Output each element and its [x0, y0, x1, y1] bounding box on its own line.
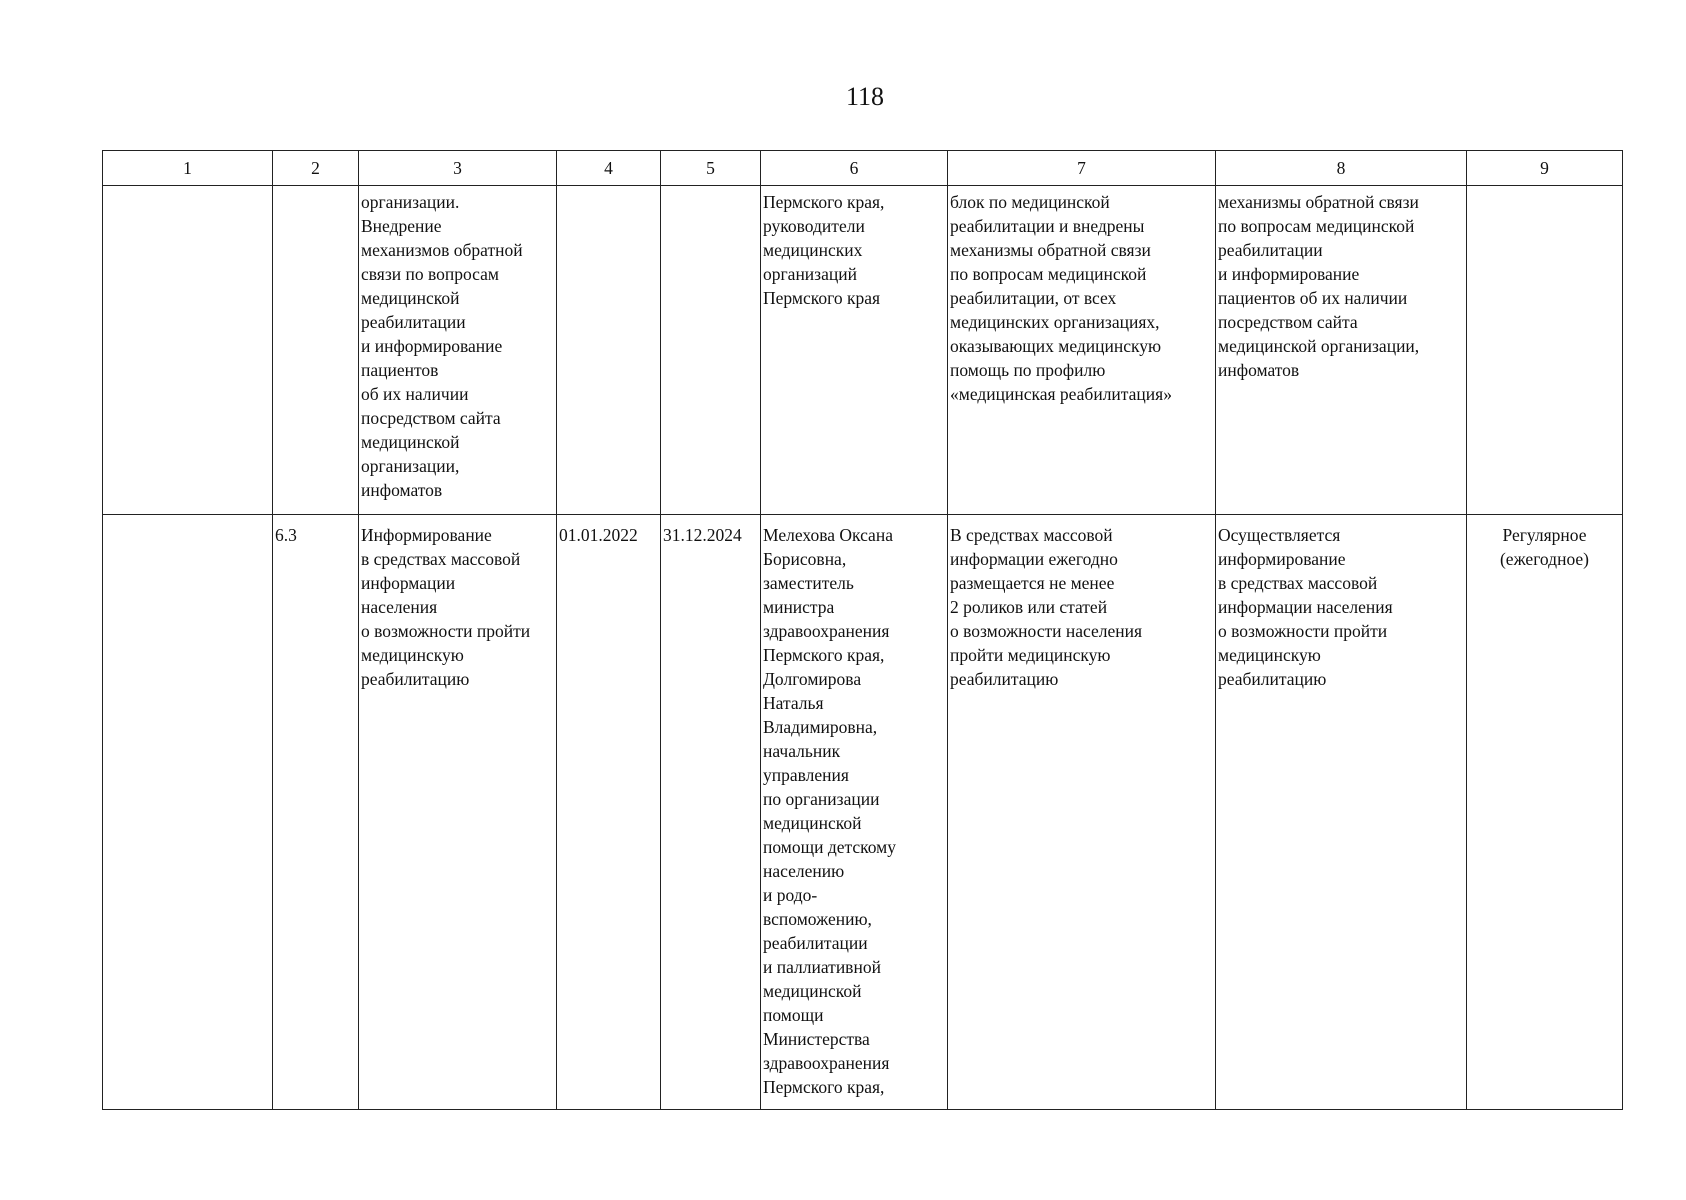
table-cell: Мелехова Оксана Борисовна, заместитель министра здравоохранения Пермского края, Долгомирова Наталья Владимировна, начальник управления по организации медицинской помощи детскому населению и родо- вспоможению, реабилитации и паллиативной медицинской помощи Министерства здравоохранения Пермского края, [761, 515, 948, 1110]
column-header: 2 [273, 151, 359, 186]
table-cell [661, 186, 761, 515]
table-cell: Информирование в средствах массовой информации населения о возможности пройти медицинскую реабилитацию [359, 515, 557, 1110]
table-row [103, 515, 1623, 1110]
table-cell: Пермского края, руководители медицинских организаций Пермского края [761, 186, 948, 515]
column-header: 1 [103, 151, 273, 186]
column-header: 4 [557, 151, 661, 186]
table-cell: блок по медицинской реабилитации и внедрены механизмы обратной связи по вопросам медицинской реабилитации, от всех медицинских организациях, оказывающих медицинскую помощь по профилю «медицинская реабилитация» [948, 186, 1216, 515]
table-cell: Осуществляется информирование в средствах массовой информации населения о возможности пройти медицинскую реабилитацию [1216, 515, 1467, 1110]
column-header: 5 [661, 151, 761, 186]
table-row [103, 186, 1623, 515]
table-header-row [103, 151, 1623, 186]
table-cell: организации. Внедрение механизмов обратной связи по вопросам медицинской реабилитации и информирование пациентов об их наличии посредством сайта медицинской организации, инфоматов [359, 186, 557, 515]
column-header: 6 [761, 151, 948, 186]
column-header: 9 [1467, 151, 1623, 186]
table-cell [103, 186, 273, 515]
item-number: 6.3 [273, 515, 359, 1110]
table-cell: Регулярное (ежегодное) [1467, 515, 1623, 1110]
table-cell [1467, 186, 1623, 515]
column-header: 8 [1216, 151, 1467, 186]
end-date: 31.12.2024 [661, 515, 761, 1110]
table-cell: механизмы обратной связи по вопросам медицинской реабилитации и информирование пациентов об их наличии посредством сайта медицинской организации, инфоматов [1216, 186, 1467, 515]
table-cell [273, 186, 359, 515]
start-date: 01.01.2022 [557, 515, 661, 1110]
table-cell [103, 515, 273, 1110]
column-header: 7 [948, 151, 1216, 186]
column-header: 3 [359, 151, 557, 186]
page-number: 118 [845, 82, 885, 111]
table-cell: В средствах массовой информации ежегодно размещается не менее 2 роликов или статей о возможности населения пройти медицинскую реабилитацию [948, 515, 1216, 1110]
plan-table [102, 150, 1623, 1110]
table-cell [557, 186, 661, 515]
